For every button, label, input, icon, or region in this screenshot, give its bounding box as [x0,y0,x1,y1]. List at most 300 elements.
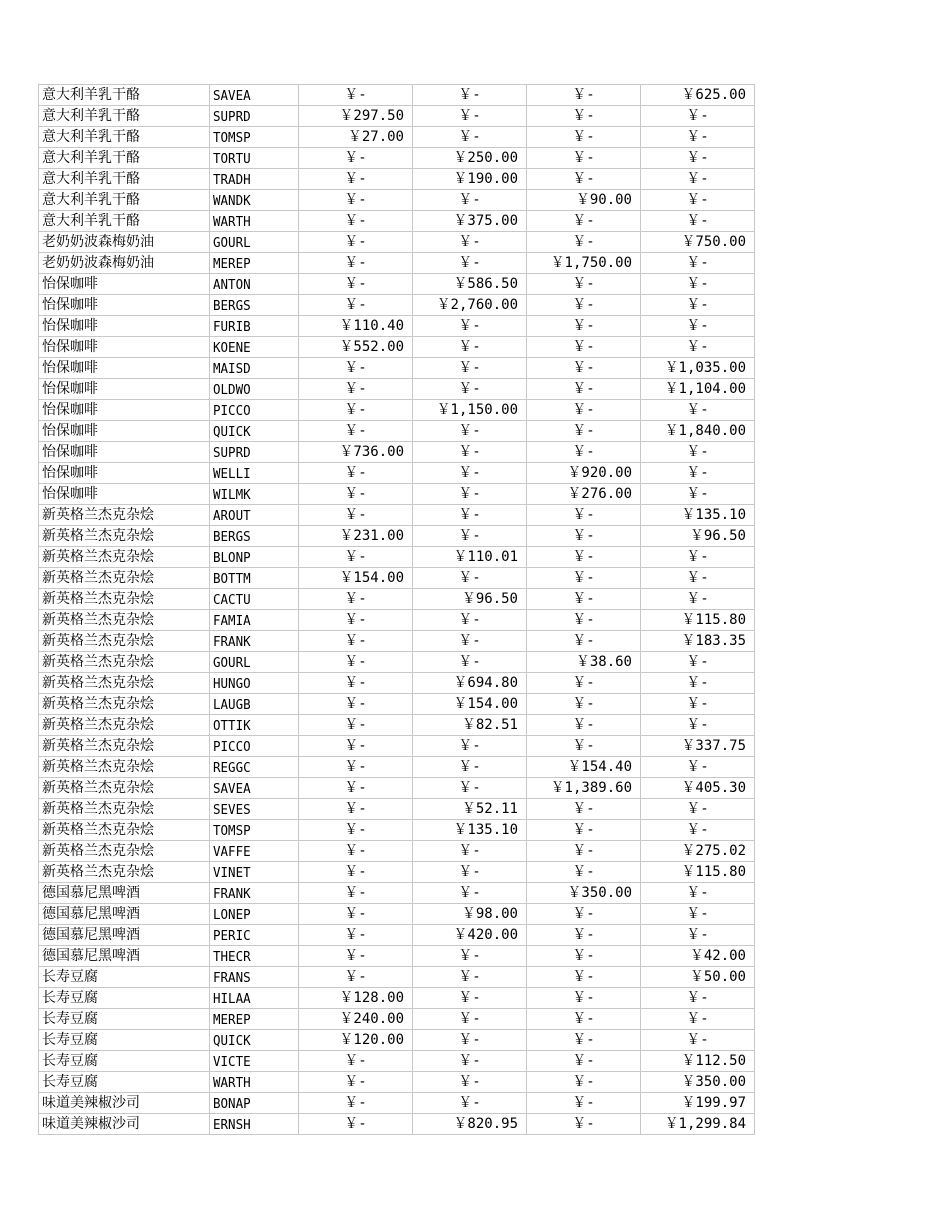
q3-amount-cell[interactable]: ￥- [527,694,641,715]
q4-amount-cell[interactable]: ￥183.35 [641,631,755,652]
product-name-cell[interactable]: 怡保咖啡 [39,442,210,463]
q3-amount-cell[interactable]: ￥- [527,610,641,631]
q3-amount-cell[interactable]: ￥- [527,316,641,337]
q4-amount-cell[interactable]: ￥115.80 [641,610,755,631]
q2-amount-cell[interactable]: ￥98.00 [413,904,527,925]
q2-amount-cell[interactable]: ￥82.51 [413,715,527,736]
q1-amount-cell[interactable]: ￥736.00 [299,442,413,463]
q1-amount-cell[interactable]: ￥- [299,1051,413,1072]
q4-amount-cell[interactable]: ￥- [641,673,755,694]
q4-amount-cell[interactable]: ￥- [641,904,755,925]
q3-amount-cell[interactable]: ￥- [527,1051,641,1072]
q1-amount-cell[interactable]: ￥- [299,652,413,673]
product-name-cell[interactable]: 长寿豆腐 [39,988,210,1009]
q3-amount-cell[interactable]: ￥- [527,274,641,295]
product-name-cell[interactable]: 新英格兰杰克杂烩 [39,589,210,610]
product-name-cell[interactable]: 意大利羊乳干酪 [39,169,210,190]
q3-amount-cell[interactable]: ￥- [527,232,641,253]
q2-amount-cell[interactable]: ￥- [413,568,527,589]
customer-code-cell[interactable]: TOMSP [210,819,299,841]
q4-amount-cell[interactable]: ￥- [641,652,755,673]
q1-amount-cell[interactable]: ￥- [299,610,413,631]
q4-amount-cell[interactable]: ￥- [641,1030,755,1051]
product-name-cell[interactable]: 意大利羊乳干酪 [39,106,210,127]
q4-amount-cell[interactable]: ￥- [641,211,755,232]
q2-amount-cell[interactable]: ￥- [413,1093,527,1114]
q4-amount-cell[interactable]: ￥- [641,715,755,736]
q3-amount-cell[interactable]: ￥- [527,148,641,169]
q3-amount-cell[interactable]: ￥- [527,337,641,358]
customer-code-cell[interactable]: SEVES [210,798,299,820]
product-name-cell[interactable]: 新英格兰杰克杂烩 [39,652,210,673]
customer-code-cell[interactable]: SUPRD [210,105,299,127]
q3-amount-cell[interactable]: ￥- [527,904,641,925]
customer-code-cell[interactable]: BERGS [210,294,299,316]
q3-amount-cell[interactable]: ￥- [527,736,641,757]
q3-amount-cell[interactable]: ￥- [527,715,641,736]
customer-code-cell[interactable]: FRANK [210,882,299,904]
q2-amount-cell[interactable]: ￥- [413,232,527,253]
q2-amount-cell[interactable]: ￥- [413,1051,527,1072]
product-name-cell[interactable]: 怡保咖啡 [39,379,210,400]
q3-amount-cell[interactable]: ￥- [527,421,641,442]
q2-amount-cell[interactable]: ￥96.50 [413,589,527,610]
q3-amount-cell[interactable]: ￥- [527,967,641,988]
q1-amount-cell[interactable]: ￥231.00 [299,526,413,547]
q4-amount-cell[interactable]: ￥- [641,253,755,274]
q3-amount-cell[interactable]: ￥- [527,631,641,652]
product-name-cell[interactable]: 新英格兰杰克杂烩 [39,757,210,778]
q1-amount-cell[interactable]: ￥120.00 [299,1030,413,1051]
q3-amount-cell[interactable]: ￥- [527,295,641,316]
customer-code-cell[interactable]: PERIC [210,924,299,946]
customer-code-cell[interactable]: KOENE [210,336,299,358]
q3-amount-cell[interactable]: ￥276.00 [527,484,641,505]
product-name-cell[interactable]: 怡保咖啡 [39,295,210,316]
customer-code-cell[interactable]: FRANK [210,630,299,652]
q3-amount-cell[interactable]: ￥- [527,568,641,589]
q2-amount-cell[interactable]: ￥- [413,463,527,484]
q4-amount-cell[interactable]: ￥- [641,484,755,505]
product-name-cell[interactable]: 新英格兰杰克杂烩 [39,526,210,547]
q4-amount-cell[interactable]: ￥1,035.00 [641,358,755,379]
product-name-cell[interactable]: 新英格兰杰克杂烩 [39,610,210,631]
product-name-cell[interactable]: 新英格兰杰克杂烩 [39,778,210,799]
q2-amount-cell[interactable]: ￥- [413,421,527,442]
q3-amount-cell[interactable]: ￥154.40 [527,757,641,778]
q2-amount-cell[interactable]: ￥- [413,841,527,862]
product-name-cell[interactable]: 意大利羊乳干酪 [39,85,210,106]
customer-code-cell[interactable]: PICCO [210,399,299,421]
customer-code-cell[interactable]: QUICK [210,1029,299,1051]
q4-amount-cell[interactable]: ￥- [641,589,755,610]
customer-code-cell[interactable]: VINET [210,861,299,883]
product-name-cell[interactable]: 德国慕尼黑啤酒 [39,904,210,925]
q1-amount-cell[interactable]: ￥- [299,358,413,379]
q3-amount-cell[interactable]: ￥350.00 [527,883,641,904]
q1-amount-cell[interactable]: ￥- [299,274,413,295]
q1-amount-cell[interactable]: ￥- [299,169,413,190]
q4-amount-cell[interactable]: ￥- [641,988,755,1009]
q1-amount-cell[interactable]: ￥- [299,400,413,421]
q3-amount-cell[interactable]: ￥- [527,211,641,232]
q3-amount-cell[interactable]: ￥1,750.00 [527,253,641,274]
q4-amount-cell[interactable]: ￥135.10 [641,505,755,526]
q3-amount-cell[interactable]: ￥- [527,1009,641,1030]
customer-code-cell[interactable]: BLONP [210,546,299,568]
customer-code-cell[interactable]: MAISD [210,357,299,379]
q3-amount-cell[interactable]: ￥- [527,988,641,1009]
q4-amount-cell[interactable]: ￥1,104.00 [641,379,755,400]
q2-amount-cell[interactable]: ￥- [413,253,527,274]
product-name-cell[interactable]: 味道美辣椒沙司 [39,1114,210,1135]
product-name-cell[interactable]: 怡保咖啡 [39,337,210,358]
q1-amount-cell[interactable]: ￥- [299,904,413,925]
q2-amount-cell[interactable]: ￥190.00 [413,169,527,190]
customer-code-cell[interactable]: WARTH [210,1071,299,1093]
q4-amount-cell[interactable]: ￥115.80 [641,862,755,883]
customer-code-cell[interactable]: TRADH [210,168,299,190]
customer-code-cell[interactable]: OLDWO [210,378,299,400]
customer-code-cell[interactable]: VICTE [210,1050,299,1072]
customer-code-cell[interactable]: BERGS [210,525,299,547]
q1-amount-cell[interactable]: ￥- [299,715,413,736]
q4-amount-cell[interactable]: ￥- [641,295,755,316]
product-name-cell[interactable]: 怡保咖啡 [39,274,210,295]
q3-amount-cell[interactable]: ￥90.00 [527,190,641,211]
product-name-cell[interactable]: 老奶奶波森梅奶油 [39,232,210,253]
q3-amount-cell[interactable]: ￥- [527,379,641,400]
q2-amount-cell[interactable]: ￥375.00 [413,211,527,232]
q1-amount-cell[interactable]: ￥- [299,967,413,988]
q3-amount-cell[interactable]: ￥- [527,1030,641,1051]
q4-amount-cell[interactable]: ￥- [641,820,755,841]
q1-amount-cell[interactable]: ￥- [299,778,413,799]
q2-amount-cell[interactable]: ￥- [413,358,527,379]
customer-code-cell[interactable]: HILAA [210,987,299,1009]
customer-code-cell[interactable]: MEREP [210,1008,299,1030]
q1-amount-cell[interactable]: ￥- [299,589,413,610]
q1-amount-cell[interactable]: ￥- [299,232,413,253]
q4-amount-cell[interactable]: ￥- [641,190,755,211]
q1-amount-cell[interactable]: ￥154.00 [299,568,413,589]
q4-amount-cell[interactable]: ￥1,299.84 [641,1114,755,1135]
q4-amount-cell[interactable]: ￥- [641,316,755,337]
q2-amount-cell[interactable]: ￥- [413,946,527,967]
q1-amount-cell[interactable]: ￥- [299,148,413,169]
q4-amount-cell[interactable]: ￥405.30 [641,778,755,799]
product-name-cell[interactable]: 怡保咖啡 [39,421,210,442]
q4-amount-cell[interactable]: ￥- [641,463,755,484]
customer-code-cell[interactable]: REGGC [210,756,299,778]
q1-amount-cell[interactable]: ￥240.00 [299,1009,413,1030]
q3-amount-cell[interactable]: ￥- [527,169,641,190]
product-name-cell[interactable]: 新英格兰杰克杂烩 [39,715,210,736]
q4-amount-cell[interactable]: ￥50.00 [641,967,755,988]
product-name-cell[interactable]: 长寿豆腐 [39,1051,210,1072]
q2-amount-cell[interactable]: ￥- [413,1030,527,1051]
product-name-cell[interactable]: 新英格兰杰克杂烩 [39,631,210,652]
q1-amount-cell[interactable]: ￥27.00 [299,127,413,148]
q3-amount-cell[interactable]: ￥- [527,841,641,862]
product-name-cell[interactable]: 新英格兰杰克杂烩 [39,547,210,568]
q4-amount-cell[interactable]: ￥- [641,925,755,946]
product-name-cell[interactable]: 新英格兰杰克杂烩 [39,820,210,841]
product-name-cell[interactable]: 长寿豆腐 [39,967,210,988]
customer-code-cell[interactable]: LONEP [210,903,299,925]
q4-amount-cell[interactable]: ￥625.00 [641,85,755,106]
q2-amount-cell[interactable]: ￥- [413,988,527,1009]
q1-amount-cell[interactable]: ￥- [299,694,413,715]
q1-amount-cell[interactable]: ￥- [299,841,413,862]
q3-amount-cell[interactable]: ￥- [527,1072,641,1093]
product-name-cell[interactable]: 新英格兰杰克杂烩 [39,841,210,862]
q4-amount-cell[interactable]: ￥- [641,568,755,589]
q2-amount-cell[interactable]: ￥- [413,967,527,988]
q4-amount-cell[interactable]: ￥337.75 [641,736,755,757]
product-name-cell[interactable]: 新英格兰杰克杂烩 [39,568,210,589]
customer-code-cell[interactable]: WILMK [210,483,299,505]
q2-amount-cell[interactable]: ￥- [413,316,527,337]
q2-amount-cell[interactable]: ￥- [413,106,527,127]
customer-code-cell[interactable]: FAMIA [210,609,299,631]
q2-amount-cell[interactable]: ￥- [413,757,527,778]
q1-amount-cell[interactable]: ￥- [299,211,413,232]
product-name-cell[interactable]: 新英格兰杰克杂烩 [39,736,210,757]
q2-amount-cell[interactable]: ￥- [413,631,527,652]
q4-amount-cell[interactable]: ￥350.00 [641,1072,755,1093]
q2-amount-cell[interactable]: ￥- [413,484,527,505]
product-name-cell[interactable]: 新英格兰杰克杂烩 [39,799,210,820]
q2-amount-cell[interactable]: ￥- [413,610,527,631]
q1-amount-cell[interactable]: ￥- [299,190,413,211]
q1-amount-cell[interactable]: ￥- [299,799,413,820]
customer-code-cell[interactable]: ANTON [210,273,299,295]
q2-amount-cell[interactable]: ￥586.50 [413,274,527,295]
q1-amount-cell[interactable]: ￥552.00 [299,337,413,358]
product-name-cell[interactable]: 德国慕尼黑啤酒 [39,946,210,967]
q2-amount-cell[interactable]: ￥- [413,337,527,358]
product-name-cell[interactable]: 意大利羊乳干酪 [39,190,210,211]
product-name-cell[interactable]: 长寿豆腐 [39,1072,210,1093]
customer-code-cell[interactable]: MEREP [210,252,299,274]
q4-amount-cell[interactable]: ￥- [641,799,755,820]
q3-amount-cell[interactable]: ￥- [527,106,641,127]
product-name-cell[interactable]: 意大利羊乳干酪 [39,148,210,169]
product-name-cell[interactable]: 长寿豆腐 [39,1030,210,1051]
customer-code-cell[interactable]: THECR [210,945,299,967]
q3-amount-cell[interactable]: ￥- [527,1093,641,1114]
q4-amount-cell[interactable]: ￥- [641,127,755,148]
q4-amount-cell[interactable]: ￥- [641,547,755,568]
q4-amount-cell[interactable]: ￥750.00 [641,232,755,253]
q1-amount-cell[interactable]: ￥- [299,757,413,778]
q2-amount-cell[interactable]: ￥- [413,862,527,883]
q2-amount-cell[interactable]: ￥- [413,442,527,463]
q1-amount-cell[interactable]: ￥- [299,379,413,400]
q2-amount-cell[interactable]: ￥110.01 [413,547,527,568]
q1-amount-cell[interactable]: ￥- [299,85,413,106]
q3-amount-cell[interactable]: ￥920.00 [527,463,641,484]
q1-amount-cell[interactable]: ￥- [299,484,413,505]
product-name-cell[interactable]: 怡保咖啡 [39,463,210,484]
q2-amount-cell[interactable]: ￥420.00 [413,925,527,946]
product-name-cell[interactable]: 德国慕尼黑啤酒 [39,925,210,946]
q1-amount-cell[interactable]: ￥110.40 [299,316,413,337]
q4-amount-cell[interactable]: ￥96.50 [641,526,755,547]
q3-amount-cell[interactable]: ￥- [527,589,641,610]
q3-amount-cell[interactable]: ￥1,389.60 [527,778,641,799]
customer-code-cell[interactable]: QUICK [210,420,299,442]
q4-amount-cell[interactable]: ￥275.02 [641,841,755,862]
q3-amount-cell[interactable]: ￥- [527,862,641,883]
q4-amount-cell[interactable]: ￥199.97 [641,1093,755,1114]
product-name-cell[interactable]: 味道美辣椒沙司 [39,1093,210,1114]
q4-amount-cell[interactable]: ￥- [641,274,755,295]
q1-amount-cell[interactable]: ￥- [299,925,413,946]
q1-amount-cell[interactable]: ￥- [299,253,413,274]
q3-amount-cell[interactable]: ￥- [527,673,641,694]
q2-amount-cell[interactable]: ￥- [413,526,527,547]
q1-amount-cell[interactable]: ￥- [299,1093,413,1114]
q1-amount-cell[interactable]: ￥- [299,883,413,904]
customer-code-cell[interactable]: BONAP [210,1092,299,1114]
q2-amount-cell[interactable]: ￥820.95 [413,1114,527,1135]
q3-amount-cell[interactable]: ￥- [527,526,641,547]
q4-amount-cell[interactable]: ￥- [641,148,755,169]
customer-code-cell[interactable]: BOTTM [210,567,299,589]
q2-amount-cell[interactable]: ￥52.11 [413,799,527,820]
q2-amount-cell[interactable]: ￥- [413,778,527,799]
product-name-cell[interactable]: 德国慕尼黑啤酒 [39,883,210,904]
customer-code-cell[interactable]: WELLI [210,462,299,484]
product-name-cell[interactable]: 新英格兰杰克杂烩 [39,505,210,526]
customer-code-cell[interactable]: SAVEA [210,777,299,799]
customer-code-cell[interactable]: GOURL [210,651,299,673]
q3-amount-cell[interactable]: ￥- [527,400,641,421]
q2-amount-cell[interactable]: ￥- [413,1009,527,1030]
q1-amount-cell[interactable]: ￥- [299,673,413,694]
q2-amount-cell[interactable]: ￥- [413,190,527,211]
q4-amount-cell[interactable]: ￥- [641,106,755,127]
q2-amount-cell[interactable]: ￥- [413,883,527,904]
q4-amount-cell[interactable]: ￥42.00 [641,946,755,967]
customer-code-cell[interactable]: LAUGB [210,693,299,715]
product-name-cell[interactable]: 新英格兰杰克杂烩 [39,862,210,883]
product-name-cell[interactable]: 怡保咖啡 [39,358,210,379]
q4-amount-cell[interactable]: ￥112.50 [641,1051,755,1072]
q1-amount-cell[interactable]: ￥- [299,421,413,442]
q2-amount-cell[interactable]: ￥250.00 [413,148,527,169]
customer-code-cell[interactable]: GOURL [210,231,299,253]
q2-amount-cell[interactable]: ￥2,760.00 [413,295,527,316]
q3-amount-cell[interactable]: ￥- [527,358,641,379]
q1-amount-cell[interactable]: ￥- [299,295,413,316]
q3-amount-cell[interactable]: ￥- [527,946,641,967]
customer-code-cell[interactable]: VAFFE [210,840,299,862]
customer-code-cell[interactable]: CACTU [210,588,299,610]
customer-code-cell[interactable]: WARTH [210,210,299,232]
q2-amount-cell[interactable]: ￥- [413,127,527,148]
q3-amount-cell[interactable]: ￥- [527,799,641,820]
q2-amount-cell[interactable]: ￥- [413,1072,527,1093]
q2-amount-cell[interactable]: ￥694.80 [413,673,527,694]
q1-amount-cell[interactable]: ￥- [299,736,413,757]
customer-code-cell[interactable]: FRANS [210,966,299,988]
q3-amount-cell[interactable]: ￥- [527,85,641,106]
customer-code-cell[interactable]: TORTU [210,147,299,169]
q4-amount-cell[interactable]: ￥- [641,1009,755,1030]
customer-code-cell[interactable]: TOMSP [210,126,299,148]
q2-amount-cell[interactable]: ￥135.10 [413,820,527,841]
customer-code-cell[interactable]: HUNGO [210,672,299,694]
q3-amount-cell[interactable]: ￥- [527,925,641,946]
q1-amount-cell[interactable]: ￥297.50 [299,106,413,127]
q2-amount-cell[interactable]: ￥- [413,85,527,106]
q1-amount-cell[interactable]: ￥- [299,862,413,883]
customer-code-cell[interactable]: SUPRD [210,441,299,463]
q3-amount-cell[interactable]: ￥- [527,547,641,568]
q1-amount-cell[interactable]: ￥- [299,1072,413,1093]
q3-amount-cell[interactable]: ￥- [527,820,641,841]
q4-amount-cell[interactable]: ￥- [641,400,755,421]
q1-amount-cell[interactable]: ￥- [299,631,413,652]
product-name-cell[interactable]: 长寿豆腐 [39,1009,210,1030]
product-name-cell[interactable]: 怡保咖啡 [39,484,210,505]
q1-amount-cell[interactable]: ￥- [299,505,413,526]
q4-amount-cell[interactable]: ￥- [641,694,755,715]
q2-amount-cell[interactable]: ￥- [413,736,527,757]
q2-amount-cell[interactable]: ￥- [413,379,527,400]
q3-amount-cell[interactable]: ￥- [527,442,641,463]
customer-code-cell[interactable]: FURIB [210,315,299,337]
q2-amount-cell[interactable]: ￥1,150.00 [413,400,527,421]
q4-amount-cell[interactable]: ￥- [641,337,755,358]
customer-code-cell[interactable]: OTTIK [210,714,299,736]
q3-amount-cell[interactable]: ￥38.60 [527,652,641,673]
q1-amount-cell[interactable]: ￥- [299,463,413,484]
q1-amount-cell[interactable]: ￥- [299,946,413,967]
product-name-cell[interactable]: 老奶奶波森梅奶油 [39,253,210,274]
q1-amount-cell[interactable]: ￥- [299,1114,413,1135]
q4-amount-cell[interactable]: ￥- [641,442,755,463]
q4-amount-cell[interactable]: ￥- [641,757,755,778]
product-name-cell[interactable]: 怡保咖啡 [39,316,210,337]
customer-code-cell[interactable]: ERNSH [210,1113,299,1135]
product-name-cell[interactable]: 新英格兰杰克杂烩 [39,673,210,694]
q4-amount-cell[interactable]: ￥1,840.00 [641,421,755,442]
q4-amount-cell[interactable]: ￥- [641,169,755,190]
product-name-cell[interactable]: 怡保咖啡 [39,400,210,421]
q3-amount-cell[interactable]: ￥- [527,505,641,526]
customer-code-cell[interactable]: WANDK [210,189,299,211]
q1-amount-cell[interactable]: ￥128.00 [299,988,413,1009]
q2-amount-cell[interactable]: ￥- [413,505,527,526]
q3-amount-cell[interactable]: ￥- [527,127,641,148]
q1-amount-cell[interactable]: ￥- [299,820,413,841]
q3-amount-cell[interactable]: ￥- [527,1114,641,1135]
customer-code-cell[interactable]: PICCO [210,735,299,757]
q1-amount-cell[interactable]: ￥- [299,547,413,568]
q2-amount-cell[interactable]: ￥- [413,652,527,673]
product-name-cell[interactable]: 意大利羊乳干酪 [39,127,210,148]
product-name-cell[interactable]: 新英格兰杰克杂烩 [39,694,210,715]
product-name-cell[interactable]: 意大利羊乳干酪 [39,211,210,232]
customer-code-cell[interactable]: AROUT [210,504,299,526]
q4-amount-cell[interactable]: ￥- [641,883,755,904]
q2-amount-cell[interactable]: ￥154.00 [413,694,527,715]
customer-code-cell[interactable]: SAVEA [210,84,299,106]
